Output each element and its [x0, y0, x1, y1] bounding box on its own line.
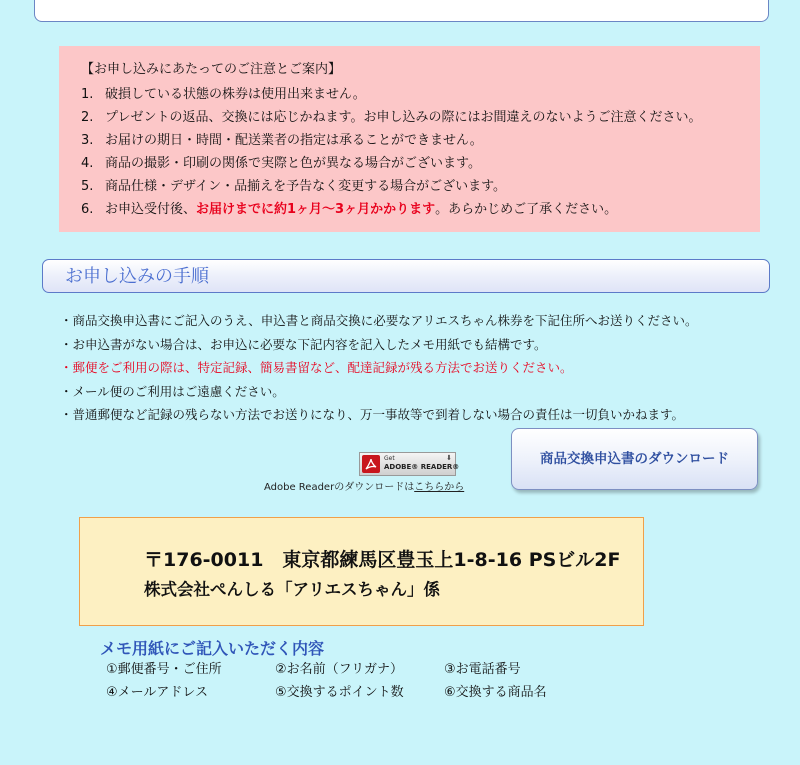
procedure-header: お申し込みの手順 — [42, 259, 770, 293]
memo-item: ④メールアドレス — [106, 685, 209, 700]
memo-item: ②お名前（フリガナ） — [275, 662, 404, 677]
procedure-step-warning: ・郵便をご利用の際は、特定記録、簡易書留など、配達記録が残る方法でお送りください。 — [60, 360, 573, 375]
mailing-address-box — [79, 517, 644, 626]
notice-item: 2. プレゼントの返品、交換には応じかねます。お申し込みの際にはお間違えのないようご注意ください。 — [81, 110, 702, 125]
adobe-badge-get: Get — [384, 455, 395, 462]
notice-item: 5. 商品仕様・デザイン・品揃えを予告なく変更する場合がございます。 — [81, 179, 507, 194]
procedure-step: ・メール便のご利用はご遠慮ください。 — [60, 383, 285, 399]
procedure-steps — [60, 309, 698, 427]
memo-title: メモ用紙にご記入いただく内容 — [100, 639, 325, 658]
notice-item: 1. 破損している状態の株券は使用出来ません。 — [81, 87, 366, 102]
address-recipient: 株式会社ぺんしる「アリエスちゃん」係 — [144, 580, 441, 599]
notice-item: 4. 商品の撮影・印刷の関係で実際と色が異なる場合がございます。 — [81, 156, 481, 171]
adobe-logo-icon — [362, 455, 380, 473]
adobe-caption: Adobe Readerのダウンロードはこちらから — [264, 482, 465, 493]
procedure-step: ・お申込書がない場合は、お申込に必要な下記内容を記入したメモ用紙でも結構です。 — [60, 336, 547, 352]
get-adobe-reader-button[interactable] — [359, 452, 460, 476]
memo-item: ①郵便番号・ご住所 — [106, 662, 222, 677]
adobe-download-link[interactable]: こちらから — [414, 482, 465, 493]
memo-item: ⑥交換する商品名 — [444, 685, 547, 700]
notice-box — [59, 46, 760, 232]
memo-item: ③お電話番号 — [444, 662, 521, 677]
download-arrow-icon: ⬇ — [446, 454, 452, 462]
procedure-step: ・商品交換申込書にご記入のうえ、申込書と商品交換に必要なアリエスちゃん株券を下記住所へお送りください。 — [60, 313, 698, 328]
download-application-form-button[interactable]: 商品交換申込書のダウンロード — [511, 428, 758, 490]
notice-item: 6. お申込受付後、お届けまでに約1ヶ月〜3ヶ月かかります。あらかじめご了承ください。 — [81, 202, 618, 217]
address-line: 〒176-0011 東京都練馬区豊玉上1-8-16 PSビル2F — [144, 549, 621, 571]
memo-item: ⑤交換するポイント数 — [275, 685, 404, 700]
notice-heading: 【お申し込みにあたってのご注意とご案内】 — [81, 62, 342, 77]
adobe-badge-label: ADOBE® READER® — [384, 463, 460, 471]
delivery-time-warning: お届けまでに約1ヶ月〜3ヶ月かかります — [196, 202, 436, 217]
memo-items — [106, 658, 613, 704]
notice-item: 3. お届けの期日・時間・配送業者の指定は承ることができません。 — [81, 133, 483, 148]
procedure-step: ・普通郵便など記録の残らない方法でお送りになり、万一事故等で到着しない場合の責任は一切負いかねます。 — [60, 407, 685, 422]
top-panel — [34, 0, 769, 22]
notice-list — [81, 83, 760, 221]
